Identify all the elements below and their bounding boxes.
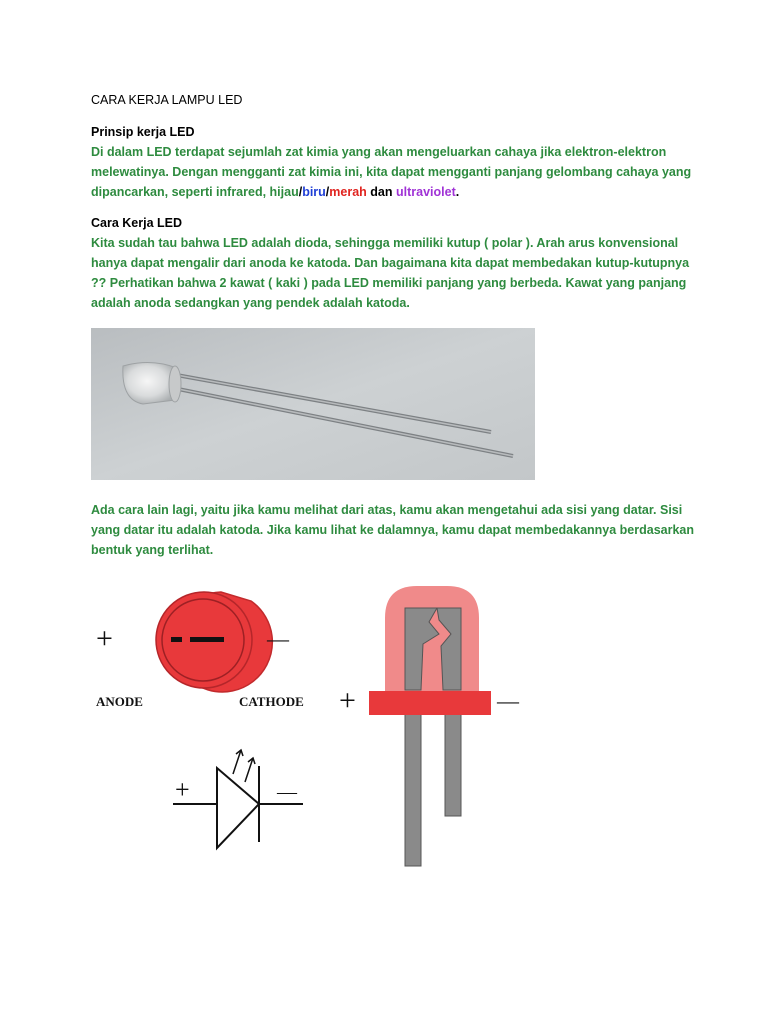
word-biru: biru <box>302 185 326 199</box>
paragraph-line: Di dalam LED terdapat sejumlah zat kimia yang akan mengeluarkan cahaya jika elektron-elektron <box>91 145 667 159</box>
paragraph-line-colors <box>91 182 459 203</box>
anode-label: ANODE <box>96 694 143 709</box>
minus-sign: — <box>277 781 297 803</box>
led-top-view <box>156 592 272 692</box>
paragraph-line: bentuk yang terlihat. <box>91 543 214 557</box>
minus-sign: — <box>267 626 289 651</box>
paragraph-line: ?? Perhatikan bahwa 2 kawat ( kaki ) pada LED memiliki panjang yang berbeda. Kawat yang panjang <box>91 276 687 290</box>
plus-sign: + <box>175 775 190 804</box>
heading-prinsip: Prinsip kerja LED <box>91 125 195 139</box>
paragraph-line: yang datar itu adalah katoda. Jika kamu lihat ke dalamnya, kamu dapat membedakannya berdasarkan <box>91 523 695 537</box>
plus-sign: + <box>339 684 356 717</box>
heading-cara-kerja: Cara Kerja LED <box>91 216 183 230</box>
page-title: CARA KERJA LAMPU LED <box>91 93 243 107</box>
cathode-label: CATHODE <box>239 694 304 709</box>
paragraph-line: Ada cara lain lagi, yaitu jika kamu melihat dari atas, kamu akan mengetahui ada sisi yang datar. Sisi <box>91 503 683 517</box>
period: . <box>455 185 460 199</box>
paragraph-line: Kita sudah tau bahwa LED adalah dioda, sehingga memiliki kutup ( polar ). Arah arus konvensional <box>91 236 679 250</box>
slash: / <box>298 185 303 199</box>
led-diagram <box>91 578 535 868</box>
word-merah: merah <box>329 185 367 199</box>
word-ultraviolet: ultraviolet <box>396 185 456 199</box>
slash: / <box>325 185 330 199</box>
led-photo <box>91 328 535 480</box>
minus-sign: — <box>497 688 519 713</box>
word-dan: dan <box>370 185 393 199</box>
paragraph-line: adalah anoda sedangkan yang pendek adalah katoda. <box>91 296 410 310</box>
text-segment: dipancarkan, seperti infrared, hijau <box>91 185 299 199</box>
plus-sign: + <box>96 622 113 655</box>
paragraph-line: hanya dapat mengalir dari anoda ke katoda. Dan bagaimana kita dapat membedakan kutup-kutupnya <box>91 256 690 270</box>
paragraph-line: melewatinya. Dengan mengganti zat kimia ini, kita dapat mengganti panjang gelombang cahaya yang <box>91 165 692 179</box>
